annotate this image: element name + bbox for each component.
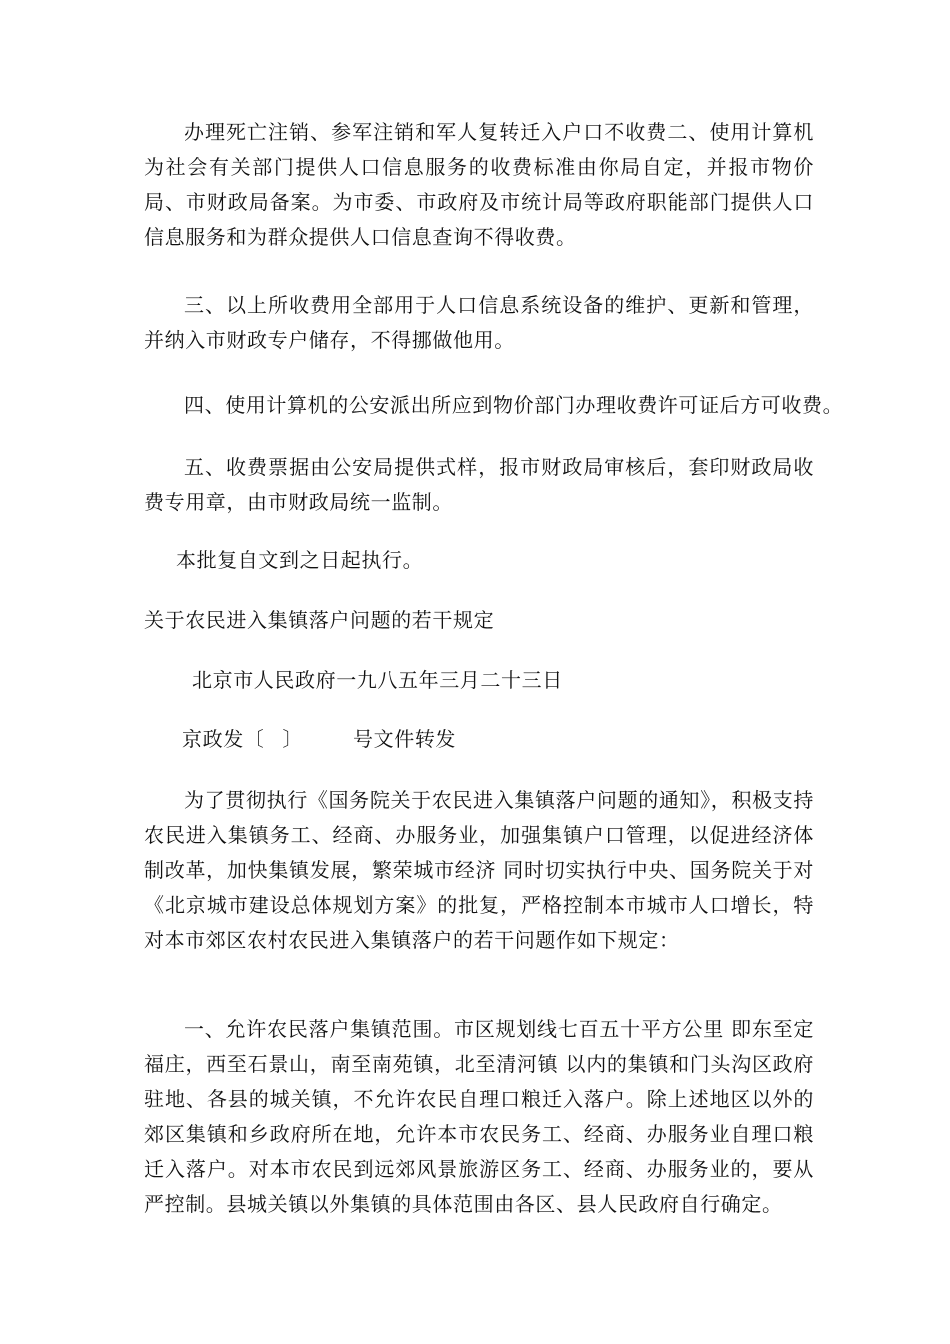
paragraph-item-four: 四、使用计算机的公安派出所应到物价部门办理收费许可证后方可收费。 <box>184 393 844 417</box>
reference-prefix: 京政发〔 <box>182 727 265 751</box>
paragraph-settlement-scope: 一、允许农民落户集镇范围。市区规划线七百五十平方公里 即东至定福庄，西至石景山，南至南苑镇，北至清河镇 以内的集镇和门头沟区政府驻地、各县的城关镇，不允许农民自理口粮迁入落户。除上述地区以外的郊区集镇和乡政府所在地，允许本市农民务工、经商、办服务业自理口粮迁入落户。对本市农民到远郊风景旅游区务工、经商、办服务业的，要从严控制。县城关镇以外集镇的具体范围由各区、县人民政府自行确定。 <box>144 1017 814 1216</box>
reference-suffix: 号文件转发 <box>353 727 457 751</box>
issuer-and-date: 北京市人民政府一九八五年三月二十三日 <box>192 668 563 692</box>
reference-close-bracket: 〕 <box>282 727 304 751</box>
paragraph-preamble: 为了贯彻执行《国务院关于农民进入集镇落户问题的通知》，积极支持农民进入集镇务工、经商、办服务业，加强集镇户口管理，以促进经济体制改革，加快集镇发展，繁荣城市经济 同时切实执行中央、国务院关于对《北京城市建设总体规划方案》的批复，严格控制本市城市人口增长，特对本市郊区农村农民进入集镇落户的若干问题作如下规定： <box>144 788 814 952</box>
paragraph-item-three: 三、以上所收费用全部用于人口信息系统设备的维护、更新和管理，并纳入市财政专户储存，不得挪做他用。 <box>144 293 814 352</box>
paragraph-fee-exemption: 办理死亡注销、参军注销和军人复转迁入户口不收费二、使用计算机为社会有关部门提供人口信息服务的收费标准由你局自定，并报市物价局、市财政局备案。为市委、市政府及市统计局等政府职能部门提供人口信息服务和为群众提供人口信息查询不得收费。 <box>144 120 814 249</box>
paragraph-item-five: 五、收费票据由公安局提供式样，报市财政局审核后，套印财政局收费专用章，由市财政局统一监制。 <box>144 455 814 514</box>
document-reference <box>182 722 852 757</box>
document-title: 关于农民进入集镇落户问题的若干规定 <box>144 608 495 632</box>
paragraph-effective-date: 本批复自文到之日起执行。 <box>176 548 424 572</box>
